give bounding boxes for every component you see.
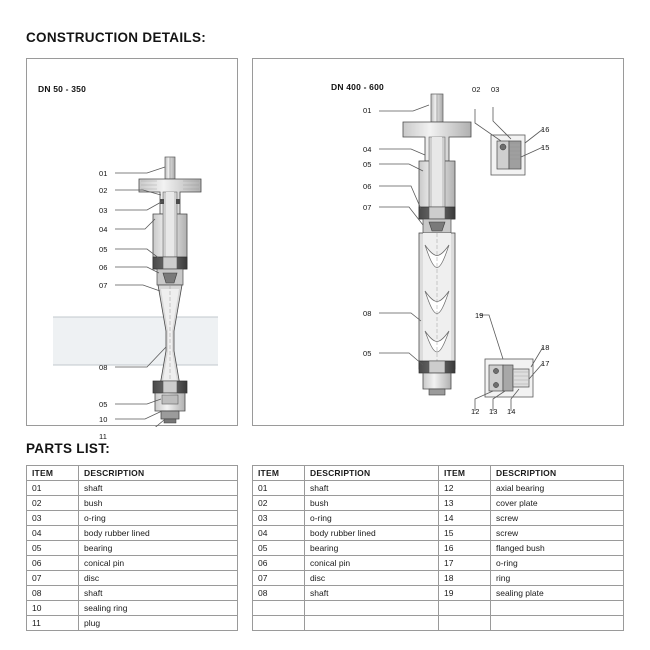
table-row [27, 511, 238, 526]
drawing-label-right: DN 400 - 600 [331, 82, 384, 92]
callout-right-01: 01 [363, 106, 372, 115]
callout-right-04: 04 [363, 145, 372, 154]
callout-right-03: 03 [491, 85, 500, 94]
table-row [253, 511, 624, 526]
cell-item: 02 [27, 496, 79, 511]
cell-description-2: sealing plate [491, 586, 624, 601]
cell-item: 08 [27, 586, 79, 601]
cell-item: 04 [253, 526, 305, 541]
cell-item-2: 17 [439, 556, 491, 571]
cell-description: shaft [305, 586, 439, 601]
cell-item: 02 [253, 496, 305, 511]
parts-table-dn50-350 [26, 465, 238, 631]
parts-table-dn400-600 [252, 465, 624, 631]
table-row [27, 571, 238, 586]
callout-left-05b: 05 [99, 400, 108, 409]
valve-cross-section-dn400-600 [253, 59, 625, 427]
col-description-2: DESCRIPTION [491, 466, 624, 481]
table-body [253, 481, 624, 631]
col-item-2: ITEM [439, 466, 491, 481]
cell-item: 05 [253, 541, 305, 556]
callout-left-04: 04 [99, 225, 108, 234]
callout-right-17: 17 [541, 359, 550, 368]
table-row [253, 571, 624, 586]
table-row [27, 601, 238, 616]
table-row [27, 556, 238, 571]
callout-right-05: 05 [363, 160, 372, 169]
callout-left-01: 01 [99, 169, 108, 178]
table-row [253, 526, 624, 541]
table-row [27, 496, 238, 511]
callout-right-08: 08 [363, 309, 372, 318]
cell-item: 08 [253, 586, 305, 601]
cell-item-2: 14 [439, 511, 491, 526]
cell-item: 07 [27, 571, 79, 586]
cell-item-2: 18 [439, 571, 491, 586]
table-header-row [27, 466, 238, 481]
cell-description: body rubber lined [305, 526, 439, 541]
cell-item [253, 616, 305, 631]
table-row [27, 526, 238, 541]
col-item: ITEM [27, 466, 79, 481]
table-row [253, 481, 624, 496]
callout-left-10: 10 [99, 415, 108, 424]
table-body [27, 481, 238, 631]
construction-details-heading: CONSTRUCTION DETAILS: [26, 30, 207, 45]
callout-left-06: 06 [99, 263, 108, 272]
cell-description-2 [491, 616, 624, 631]
cell-description-2: screw [491, 511, 624, 526]
cell-description: plug [79, 616, 238, 631]
cell-item: 01 [27, 481, 79, 496]
cell-description: bush [79, 496, 238, 511]
cell-description: o-ring [305, 511, 439, 526]
cell-item: 07 [253, 571, 305, 586]
cell-item: 06 [253, 556, 305, 571]
cell-description: body rubber lined [79, 526, 238, 541]
cell-description-2: cover plate [491, 496, 624, 511]
cell-description: shaft [305, 481, 439, 496]
cell-item: 01 [253, 481, 305, 496]
table-row [27, 481, 238, 496]
cell-description: shaft [79, 586, 238, 601]
callout-left-07: 07 [99, 281, 108, 290]
cell-item-2 [439, 601, 491, 616]
table-row [253, 601, 624, 616]
callout-right-15: 15 [541, 143, 550, 152]
cell-item [253, 601, 305, 616]
cell-item: 05 [27, 541, 79, 556]
callout-right-02: 02 [472, 85, 481, 94]
col-description: DESCRIPTION [79, 466, 238, 481]
table-row [253, 616, 624, 631]
callout-right-06: 06 [363, 182, 372, 191]
cell-description-2 [491, 601, 624, 616]
col-item: ITEM [253, 466, 305, 481]
table-row [27, 586, 238, 601]
cell-description: disc [79, 571, 238, 586]
cell-description: shaft [79, 481, 238, 496]
table-row [27, 616, 238, 631]
callout-right-07: 07 [363, 203, 372, 212]
cell-description: bush [305, 496, 439, 511]
callout-left-08: 08 [99, 363, 108, 372]
table-row [253, 586, 624, 601]
drawing-panel-dn400-600 [252, 58, 624, 426]
callout-left-02: 02 [99, 186, 108, 195]
cell-item-2: 15 [439, 526, 491, 541]
cell-description [305, 616, 439, 631]
cell-item: 03 [253, 511, 305, 526]
cell-description: bearing [305, 541, 439, 556]
cell-description-2: ring [491, 571, 624, 586]
cell-item: 10 [27, 601, 79, 616]
cell-item: 06 [27, 556, 79, 571]
cell-item: 11 [27, 616, 79, 631]
callout-right-18: 18 [541, 343, 550, 352]
callout-left-03: 03 [99, 206, 108, 215]
cell-item-2: 13 [439, 496, 491, 511]
drawing-label-left: DN 50 - 350 [38, 84, 87, 94]
callout-right-12: 12 [471, 407, 480, 416]
callout-left-05: 05 [99, 245, 108, 254]
callout-right-14: 14 [507, 407, 516, 416]
cell-description-2: axial bearing [491, 481, 624, 496]
cell-item: 03 [27, 511, 79, 526]
cell-item-2 [439, 616, 491, 631]
callout-right-19: 19 [475, 311, 484, 320]
cell-description: conical pin [79, 556, 238, 571]
cell-description: o-ring [79, 511, 238, 526]
valve-cross-section-dn50-350 [27, 59, 239, 427]
callout-left-11: 11 [99, 432, 107, 441]
cell-item-2: 19 [439, 586, 491, 601]
cell-description: bearing [79, 541, 238, 556]
callout-right-05b: 05 [363, 349, 372, 358]
cell-description-2: screw [491, 526, 624, 541]
cell-description-2: flanged bush [491, 541, 624, 556]
cell-item-2: 16 [439, 541, 491, 556]
cell-description-2: o-ring [491, 556, 624, 571]
cell-description: sealing ring [79, 601, 238, 616]
table-row [253, 556, 624, 571]
parts-list-heading: PARTS LIST: [26, 441, 111, 456]
table-header-row [253, 466, 624, 481]
col-description: DESCRIPTION [305, 466, 439, 481]
cell-description [305, 601, 439, 616]
callout-right-13: 13 [489, 407, 498, 416]
cell-item-2: 12 [439, 481, 491, 496]
callout-right-16: 16 [541, 125, 550, 134]
table-row [253, 496, 624, 511]
table-row [27, 541, 238, 556]
cell-description: disc [305, 571, 439, 586]
cell-item: 04 [27, 526, 79, 541]
cell-description: conical pin [305, 556, 439, 571]
table-row [253, 541, 624, 556]
drawing-panel-dn50-350 [26, 58, 238, 441]
